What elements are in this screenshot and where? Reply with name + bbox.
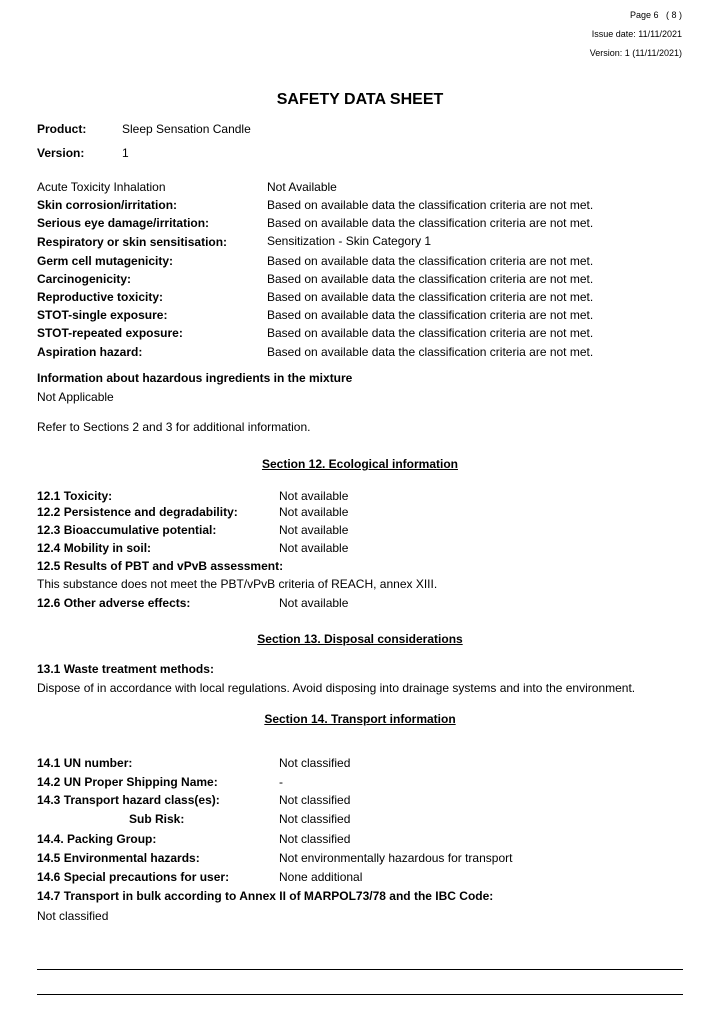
transport-value: Not classified xyxy=(279,756,351,770)
transport-label: 14.3 Transport hazard class(es): xyxy=(37,793,220,807)
tox-value: Based on available data the classification criteria are not met. xyxy=(267,272,594,286)
pbt-heading: 12.5 Results of PBT and vPvB assessment: xyxy=(37,559,284,573)
transport-label: Sub Risk: xyxy=(129,812,185,826)
footer-divider xyxy=(37,994,683,995)
tox-label: Carcinogenicity: xyxy=(37,272,132,286)
transport-value: Not environmentally hazardous for transport xyxy=(279,851,513,865)
eco-label: 12.2 Persistence and degradability: xyxy=(37,505,238,519)
tox-value: Sensitization - Skin Category 1 xyxy=(267,234,432,248)
refer-text: Refer to Sections 2 and 3 for additional information. xyxy=(37,420,311,434)
tox-value: Not Available xyxy=(267,180,337,194)
tox-value: Based on available data the classification criteria are not met. xyxy=(267,254,594,268)
footer-divider xyxy=(37,969,683,970)
tox-label: Reproductive toxicity: xyxy=(37,290,164,304)
tox-label: Germ cell mutagenicity: xyxy=(37,254,174,268)
eco-value: Not available xyxy=(279,523,349,537)
waste-treatment-heading: 13.1 Waste treatment methods: xyxy=(37,662,214,676)
product-label: Product: xyxy=(37,122,87,136)
tox-value: Based on available data the classification criteria are not met. xyxy=(267,198,594,212)
eco-value: Not available xyxy=(279,541,349,555)
bulk-transport-heading: 14.7 Transport in bulk according to Annex II of MARPOL73/78 and the IBC Code: xyxy=(37,889,494,903)
transport-label: 14.6 Special precautions for user: xyxy=(37,870,230,884)
transport-label: 14.4. Packing Group: xyxy=(37,832,157,846)
transport-value: - xyxy=(279,775,283,789)
section-13-heading: Section 13. Disposal considerations xyxy=(257,632,463,646)
version-label: Version: xyxy=(37,146,85,160)
transport-value: Not classified xyxy=(279,832,351,846)
tox-value: Based on available data the classification criteria are not met. xyxy=(267,216,594,230)
page-label: Page 6 xyxy=(629,10,659,20)
transport-value: Not classified xyxy=(279,793,351,807)
bulk-transport-value: Not classified xyxy=(37,909,109,923)
eco-value: Not available xyxy=(279,489,349,503)
tox-label: STOT-repeated exposure: xyxy=(37,326,183,340)
other-effects-value: Not available xyxy=(279,596,349,610)
section-14-heading: Section 14. Transport information xyxy=(264,712,456,726)
transport-label: 14.1 UN number: xyxy=(37,756,133,770)
product-value: Sleep Sensation Candle xyxy=(122,122,251,136)
hazardous-info-heading: Information about hazardous ingredients in the mixture xyxy=(37,371,353,385)
version-info: Version: 1 (11/11/2021) xyxy=(589,48,682,58)
pbt-text: This substance does not meet the PBT/vPvB criteria of REACH, annex XIII. xyxy=(37,577,438,591)
tox-value: Based on available data the classification criteria are not met. xyxy=(267,308,594,322)
tox-value: Based on available data the classification criteria are not met. xyxy=(267,326,594,340)
transport-value: Not classified xyxy=(279,812,351,826)
section-12-heading: Section 12. Ecological information xyxy=(261,457,459,471)
transport-value: None additional xyxy=(279,870,363,884)
transport-label: 14.5 Environmental hazards: xyxy=(37,851,200,865)
tox-value: Based on available data the classification criteria are not met. xyxy=(267,290,594,304)
tox-value: Based on available data the classification criteria are not met. xyxy=(267,345,594,359)
other-effects-label: 12.6 Other adverse effects: xyxy=(37,596,191,610)
page-total: ( 8 ) xyxy=(665,10,682,20)
eco-label: 12.3 Bioaccumulative potential: xyxy=(37,523,217,537)
tox-label: STOT-single exposure: xyxy=(37,308,168,322)
page-number xyxy=(630,10,682,20)
issue-date: Issue date: 11/11/2021 xyxy=(591,29,682,39)
eco-label: 12.4 Mobility in soil: xyxy=(37,541,152,555)
tox-label: Aspiration hazard: xyxy=(37,345,143,359)
waste-treatment-text: Dispose of in accordance with local regulations. Avoid disposing into drainage systems and into the environment. xyxy=(37,681,636,695)
eco-label: 12.1 Toxicity: xyxy=(37,489,113,503)
transport-label: 14.2 UN Proper Shipping Name: xyxy=(37,775,218,789)
document-title: SAFETY DATA SHEET xyxy=(276,91,444,108)
tox-label: Skin corrosion/irritation: xyxy=(37,198,178,212)
hazardous-info-value: Not Applicable xyxy=(37,390,114,404)
tox-label: Respiratory or skin sensitisation: xyxy=(37,235,228,249)
eco-value: Not available xyxy=(279,505,349,519)
tox-label: Serious eye damage/irritation: xyxy=(37,216,210,230)
tox-label: Acute Toxicity Inhalation xyxy=(37,180,166,194)
version-value: 1 xyxy=(122,146,129,160)
